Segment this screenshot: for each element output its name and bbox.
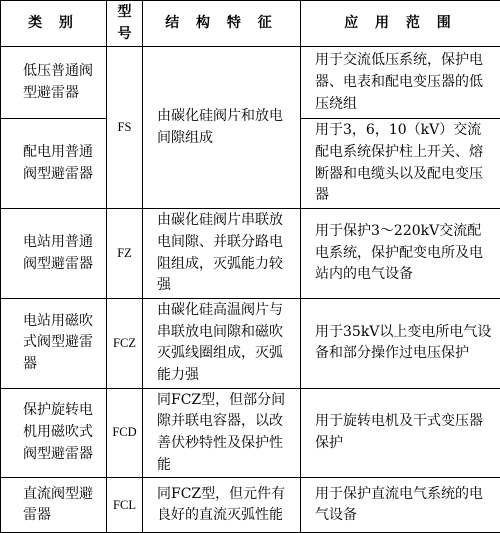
application-cell: 用于35kV以上变电所电气设备和部分操作过电压保护	[301, 298, 500, 388]
application-cell: 用于3，6，10（kV）交流配电系统保护柱上开关、熔断器和电缆头以及配电变压器	[301, 119, 500, 209]
model-cell: FCL	[107, 478, 143, 533]
type-cell: 直流阀型避雷器	[1, 478, 107, 533]
header-feature: 结 构 特 征	[143, 1, 301, 47]
feature-cell: 由碳化硅阀片串联放电间隙、并联分路电阻组成，灭弧能力较强	[143, 209, 301, 299]
feature-cell: 由碳化硅高温阀片与串联放电间隙和磁吹灭弧线圈组成，灭弧能力强	[143, 298, 301, 388]
feature-cell: 由碳化硅阀片和放电间隙组成	[143, 47, 301, 209]
table-row	[1, 478, 500, 533]
model-cell: FZ	[107, 209, 143, 299]
feature-cell: 同FCZ型，但元件有良好的直流灭弧性能	[143, 478, 301, 533]
model-cell: FCZ	[107, 298, 143, 388]
application-cell: 用于交流低压系统，保护电器、电表和配电变压器的低压绕组	[301, 47, 500, 119]
type-cell: 保护旋转电机用磁吹式阀型避雷器	[1, 388, 107, 478]
header-type: 类 别	[1, 1, 107, 47]
type-cell: 配电用普通阀型避雷器	[1, 119, 107, 209]
application-cell: 用于保护3～220kV交流配电系统，保护配变电所及电站内的电气设备	[301, 209, 500, 299]
application-cell: 用于保护直流电气系统的电气设备	[301, 478, 500, 533]
table-row	[1, 209, 500, 299]
type-cell: 电站用普通阀型避雷器	[1, 209, 107, 299]
header-model: 型号	[107, 1, 143, 47]
type-cell: 电站用磁吹式阀型避雷器	[1, 298, 107, 388]
header-row	[1, 1, 500, 47]
model-cell: FS	[107, 47, 143, 209]
model-cell: FCD	[107, 388, 143, 478]
table-row	[1, 47, 500, 119]
type-cell: 低压普通阀型避雷器	[1, 47, 107, 119]
table-row	[1, 298, 500, 388]
feature-cell: 同FCZ型，但部分间隙并联电容器，以改善伏秒特性及保护性能	[143, 388, 301, 478]
header-application: 应 用 范 围	[301, 1, 500, 47]
application-cell: 用于旋转电机及干式变压器保护	[301, 388, 500, 478]
table-row	[1, 388, 500, 478]
